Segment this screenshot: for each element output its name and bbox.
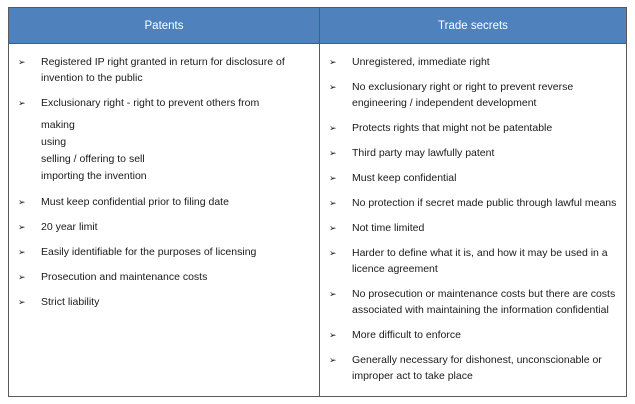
arrow-bullet-icon: ➢ (18, 222, 26, 232)
arrow-bullet-icon: ➢ (18, 57, 26, 67)
comparison-table (8, 7, 627, 397)
list-item (320, 79, 626, 111)
list-item (9, 95, 319, 111)
list-item-text: No protection if secret made public through lawful means (352, 197, 617, 209)
list-item-text: Protects rights that might not be patentable (352, 122, 553, 134)
arrow-bullet-icon: ➢ (329, 289, 337, 299)
sub-list (9, 117, 319, 185)
list-item (9, 54, 319, 86)
arrow-bullet-icon: ➢ (329, 198, 337, 208)
list-item (320, 54, 626, 70)
list-item-text: More difficult to enforce (352, 329, 461, 341)
arrow-bullet-icon: ➢ (329, 57, 337, 67)
header-trade-secrets: Trade secrets (320, 8, 626, 43)
arrow-bullet-icon: ➢ (329, 82, 337, 92)
sub-list-item: importing the invention (41, 170, 147, 182)
list-item (320, 170, 626, 186)
list-item-text: Harder to define what it is, and how it may be used in a licence agreement (352, 247, 608, 275)
arrow-bullet-icon: ➢ (329, 148, 337, 158)
list-item (320, 120, 626, 136)
list-item (320, 245, 626, 277)
arrow-bullet-icon: ➢ (329, 123, 337, 133)
list-item (320, 145, 626, 161)
list-item-text: Must keep confidential prior to filing date (41, 196, 229, 208)
patents-column (9, 44, 320, 396)
table-header (9, 8, 626, 44)
table-body (9, 44, 626, 396)
list-item-text: Must keep confidential (352, 172, 457, 184)
list-item-text: Exclusionary right - right to prevent others from (41, 97, 260, 109)
list-item (9, 219, 319, 235)
list-item (9, 194, 319, 210)
arrow-bullet-icon: ➢ (18, 272, 26, 282)
arrow-bullet-icon: ➢ (329, 223, 337, 233)
arrow-bullet-icon: ➢ (329, 173, 337, 183)
arrow-bullet-icon: ➢ (18, 247, 26, 257)
list-item (320, 195, 626, 211)
list-item-text: Easily identifiable for the purposes of licensing (41, 246, 257, 258)
list-item-text: Third party may lawfully patent (352, 147, 495, 159)
list-item (320, 286, 626, 318)
list-item-text: Registered IP right granted in return for disclosure of invention to the public (41, 56, 285, 84)
arrow-bullet-icon: ➢ (329, 355, 337, 365)
list-item-text: Prosecution and maintenance costs (41, 271, 208, 283)
sub-list-item: making (41, 119, 75, 131)
header-patents: Patents (9, 8, 320, 43)
trade-secrets-column (320, 44, 626, 396)
arrow-bullet-icon: ➢ (329, 330, 337, 340)
list-item-text: Unregistered, immediate right (352, 56, 490, 68)
arrow-bullet-icon: ➢ (18, 98, 26, 108)
list-item-text: Strict liability (41, 296, 100, 308)
arrow-bullet-icon: ➢ (329, 248, 337, 258)
list-item (9, 294, 319, 310)
list-item-text: No prosecution or maintenance costs but there are costs associated with maintaining the information confidential (352, 288, 616, 316)
arrow-bullet-icon: ➢ (18, 197, 26, 207)
list-item-text: 20 year limit (41, 221, 98, 233)
list-item (9, 244, 319, 260)
list-item (9, 269, 319, 285)
list-item-text: Generally necessary for dishonest, unconscionable or improper act to take place (352, 354, 602, 382)
list-item (320, 220, 626, 236)
sub-list-item: selling / offering to sell (41, 153, 145, 165)
list-item-text: Not time limited (352, 222, 425, 234)
list-item (320, 352, 626, 384)
arrow-bullet-icon: ➢ (18, 297, 26, 307)
list-item (320, 327, 626, 343)
list-item-text: No exclusionary right or right to prevent reverse engineering / independent development (352, 81, 574, 109)
sub-list-item: using (41, 136, 67, 148)
